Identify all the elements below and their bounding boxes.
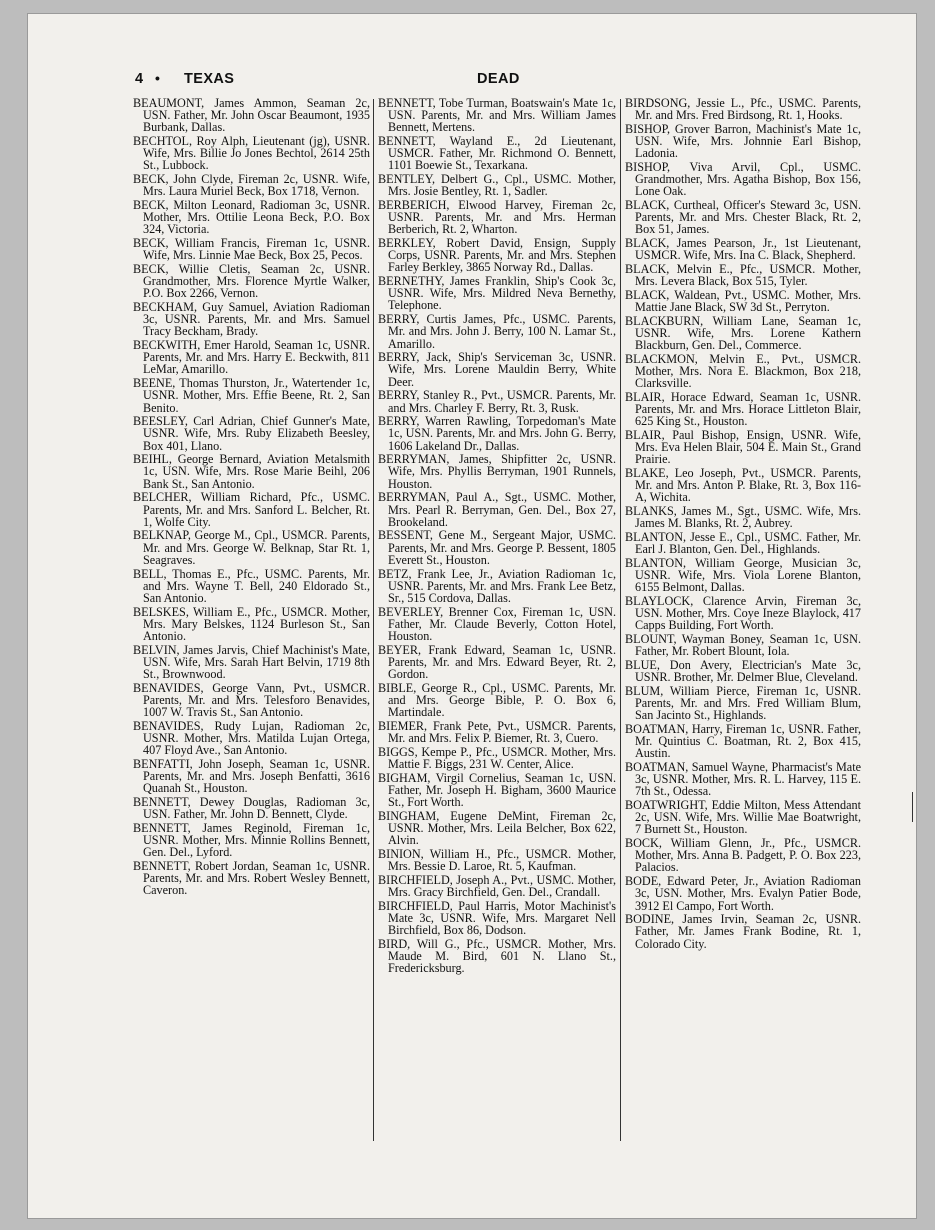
casualty-entry: BERBERICH, Elwood Harvey, Fireman 2c, USNR. Parents, Mr. and Mrs. Herman Berberich, Rt. 2, Wharton.: [378, 198, 616, 237]
casualty-entry: BENNETT, Wayland E., 2d Lieutenant, USMCR. Father, Mr. Richmond O. Bennett, 1101 Boewie St., Texarkana.: [378, 134, 616, 173]
casualty-entry: BENNETT, Dewey Douglas, Radioman 3c, USN. Father, Mr. John D. Bennett, Clyde.: [133, 794, 370, 822]
casualty-entry: BLACKBURN, William Lane, Seaman 1c, USNR. Wife, Mrs. Lorene Kathern Blackburn, Gen. Del., Commerce.: [625, 313, 861, 353]
casualty-entry: BLANKS, James M., Sgt., USMC. Wife, Mrs. James M. Blanks, Rt. 2, Aubrey.: [625, 504, 861, 531]
casualty-entry: BETZ, Frank Lee, Jr., Aviation Radioman 1c, USNR. Parents, Mr. and Mrs. Frank Lee Betz, Sr., 515 Cordova, Dallas.: [378, 566, 616, 605]
casualty-entry: BLAKE, Leo Joseph, Pvt., USMCR. Parents, Mr. and Mrs. Anton P. Blake, Rt. 3, Box 116-A, Wichita.: [625, 466, 861, 505]
margin-mark: [912, 792, 913, 822]
casualty-entry: BLACK, Melvin E., Pfc., USMCR. Mother, Mrs. Levera Black, Box 515, Tyler.: [625, 262, 861, 289]
casualty-entry: BIRDSONG, Jessie L., Pfc., USMC. Parents, Mr. and Mrs. Fred Birdsong, Rt. 1, Hooks.: [625, 96, 861, 123]
casualty-entry: BESSENT, Gene M., Sergeant Major, USMC. Parents, Mr. and Mrs. George P. Bessent, 1805 Everett St., Houston.: [378, 528, 616, 567]
casualty-entry: BERKLEY, Robert David, Ensign, Supply Corps, USNR. Parents, Mr. and Mrs. Stephen Farley Berkley, 3865 Norway Rd., Dallas.: [378, 236, 616, 275]
casualty-entry: BECK, Willie Cletis, Seaman 2c, USNR. Grandmother, Mrs. Florence Myrtle Walker, P.O. Box 2266, Vernon.: [133, 262, 370, 301]
casualty-entry: BEAUMONT, James Ammon, Seaman 2c, USN. Father, Mr. John Oscar Beaumont, 1935 Burbank, Dallas.: [133, 96, 370, 135]
casualty-entry: BERRY, Curtis James, Pfc., USMC. Parents, Mr. and Mrs. John J. Berry, 100 N. Lamar St., Amarillo.: [378, 312, 616, 351]
casualty-entry: BELSKES, William E., Pfc., USMCR. Mother, Mrs. Mary Belskes, 1124 Burleson St., San Antonio.: [133, 604, 370, 643]
casualty-entry: BEYER, Frank Edward, Seaman 1c, USNR. Parents, Mr. and Mrs. Edward Beyer, Rt. 2, Gordon.: [378, 642, 616, 681]
casualty-entry: BERRY, Jack, Ship's Serviceman 3c, USNR. Wife, Mrs. Lorene Mauldin Berry, White Deer.: [378, 350, 616, 389]
casualty-entry: BODINE, James Irvin, Seaman 2c, USNR. Father, Mr. James Frank Bodine, Rt. 1, Colorado City.: [625, 912, 861, 951]
page-number: 4: [135, 71, 144, 87]
column-divider: [373, 99, 374, 1141]
casualty-entry: BOCK, William Glenn, Jr., Pfc., USMCR. Mother, Mrs. Anna B. Padgett, P. O. Box 223, Palacios.: [625, 836, 861, 875]
casualty-entry: BLUE, Don Avery, Electrician's Mate 3c, USNR. Brother, Mr. Delmer Blue, Cleveland.: [625, 657, 861, 685]
casualty-column-1: [133, 97, 370, 898]
casualty-entry: BLACK, Waldean, Pvt., USMC. Mother, Mrs. Mattie Jane Black, SW 3d St., Perryton.: [625, 287, 861, 315]
casualty-entry: BELL, Thomas E., Pfc., USMC. Parents, Mr. and Mrs. Wayne T. Bell, 240 Eldorado St., San Antonio.: [133, 566, 370, 605]
casualty-entry: BERNETHY, James Franklin, Ship's Cook 3c, USNR. Wife, Mrs. Mildred Neva Bernethy, Telephone.: [378, 274, 616, 313]
casualty-entry: BLANTON, William George, Musician 3c, USNR. Wife, Mrs. Viola Lorene Blanton, 6155 Belmont, Dallas.: [625, 555, 861, 595]
casualty-entry: BLANTON, Jesse E., Cpl., USMC. Father, Mr. Earl J. Blanton, Gen. Del., Highlands.: [625, 530, 861, 557]
casualty-entry: BECKWITH, Emer Harold, Seaman 1c, USNR. Parents, Mr. and Mrs. Harry E. Beckwith, 811 LeMar, Amarillo.: [133, 338, 370, 377]
casualty-column-2: [378, 97, 616, 976]
casualty-entry: BISHOP, Viva Arvil, Cpl., USMC. Grandmother, Mrs. Agatha Bishop, Box 156, Lone Oak.: [625, 159, 861, 199]
casualty-entry: BIGGS, Kempe P., Pfc., USMCR. Mother, Mrs. Mattie F. Biggs, 231 W. Center, Alice.: [378, 744, 616, 771]
casualty-entry: BENAVIDES, George Vann, Pvt., USMCR. Parents, Mr. and Mrs. Telesforo Benavides, 1007 W. Travis St., San Antonio.: [133, 680, 370, 719]
casualty-entry: BECK, John Clyde, Fireman 2c, USNR. Wife, Mrs. Laura Muriel Beck, Box 1718, Vernon.: [133, 172, 370, 199]
casualty-entry: BEVERLEY, Brenner Cox, Fireman 1c, USN. Father, Mr. Claude Beverly, Cotton Hotel, Houston.: [378, 604, 616, 643]
casualty-entry: BENNETT, James Reginold, Fireman 1c, USNR. Mother, Mrs. Minnie Rollins Bennett, Gen. Del., Lyford.: [133, 820, 370, 860]
casualty-entry: BELKNAP, George M., Cpl., USMCR. Parents, Mr. and Mrs. George W. Belknap, Star Rt. 1, Seagraves.: [133, 528, 370, 567]
casualty-entry: BECK, Milton Leonard, Radioman 3c, USNR. Mother, Mrs. Ottilie Leona Beck, P.O. Box 324, Victoria.: [133, 198, 370, 237]
casualty-entry: BINGHAM, Eugene DeMint, Fireman 2c, USNR. Mother, Mrs. Leila Belcher, Box 622, Alvin.: [378, 808, 616, 847]
bullet-separator: •: [155, 70, 161, 86]
casualty-entry: BLACK, James Pearson, Jr., 1st Lieutenant, USMCR. Wife, Mrs. Ina C. Black, Shepherd.: [625, 236, 861, 263]
casualty-entry: BERRYMAN, James, Shipfitter 2c, USNR. Wife, Mrs. Phyllis Berryman, 1901 Runnels, Houston.: [378, 452, 616, 491]
casualty-entry: BLACKMON, Melvin E., Pvt., USMCR. Mother, Mrs. Nora E. Blackmon, Box 218, Clarksville.: [625, 351, 861, 391]
casualty-entry: BLUM, William Pierce, Fireman 1c, USNR. Parents, Mr. and Mrs. Fred William Blum, San Jacinto St., Highlands.: [625, 683, 861, 723]
state-name: TEXAS: [184, 71, 235, 87]
casualty-entry: BERRY, Stanley R., Pvt., USMCR. Parents, Mr. and Mrs. Charley F. Berry, Rt. 3, Rusk.: [378, 388, 616, 415]
casualty-entry: BIRCHFIELD, Joseph A., Pvt., USMC. Mother, Mrs. Gracy Birchfield, Gen. Del., Crandall.: [378, 872, 616, 899]
section-title: DEAD: [477, 71, 520, 87]
casualty-entry: BEIHL, George Bernard, Aviation Metalsmith 1c, USN. Wife, Mrs. Rose Marie Beihl, 206 Bank St., San Antonio.: [133, 452, 370, 491]
casualty-entry: BELCHER, William Richard, Pfc., USMC. Parents, Mr. and Mrs. Sanford L. Belcher, Rt. 1, Wolfe City.: [133, 490, 370, 529]
document-page: [28, 14, 916, 1218]
casualty-entry: BENFATTI, John Joseph, Seaman 1c, USNR. Parents, Mr. and Mrs. Joseph Benfatti, 3616 Quanah St., Houston.: [133, 756, 370, 796]
column-divider: [620, 99, 621, 1141]
casualty-entry: BIBLE, George R., Cpl., USMC. Parents, Mr. and Mrs. George Bible, P. O. Box 6, Martindale.: [378, 680, 616, 719]
casualty-entry: BIGHAM, Virgil Cornelius, Seaman 1c, USN. Father, Mr. Joseph H. Bigham, 3600 Maurice St., Fort Worth.: [378, 770, 616, 809]
casualty-entry: BECHTOL, Roy Alph, Lieutenant (jg), USNR. Wife, Mrs. Billie Jo Jones Bechtol, 2614 25th St., Lubbock.: [133, 134, 370, 173]
casualty-entry: BIRCHFIELD, Paul Harris, Motor Machinist's Mate 3c, USNR. Wife, Mrs. Margaret Nell Birchfield, Box 86, Dodson.: [378, 898, 616, 937]
casualty-entry: BLAIR, Paul Bishop, Ensign, USNR. Wife, Mrs. Eva Helen Blair, 504 E. Main St., Grand Prairie.: [625, 428, 861, 467]
casualty-entry: BELVIN, James Jarvis, Chief Machinist's Mate, USN. Wife, Mrs. Sarah Hart Belvin, 1719 8th St., Brownwood.: [133, 642, 370, 681]
casualty-entry: BLACK, Curtheal, Officer's Steward 3c, USN. Parents, Mr. and Mrs. Chester Black, Rt. 2, Box 51, James.: [625, 198, 861, 237]
casualty-entry: BISHOP, Grover Barron, Machinist's Mate 1c, USN. Wife, Mrs. Johnnie Earl Bishop, Ladonia.: [625, 121, 861, 161]
casualty-entry: BERRY, Warren Rawling, Torpedoman's Mate 1c, USN. Parents, Mr. and Mrs. John G. Berry, 1606 Lakeland Dr., Dallas.: [378, 414, 616, 453]
casualty-entry: BOATMAN, Samuel Wayne, Pharmacist's Mate 3c, USNR. Mother, Mrs. R. L. Harvey, 115 E. 7th St., Odessa.: [625, 760, 861, 799]
casualty-entry: BIRD, Will G., Pfc., USMCR. Mother, Mrs. Maude M. Bird, 601 N. Llano St., Fredericksburg.: [378, 936, 616, 975]
casualty-entry: BERRYMAN, Paul A., Sgt., USMC. Mother, Mrs. Pearl R. Berryman, Gen. Del., Box 27, Brookeland.: [378, 490, 616, 529]
casualty-entry: BENAVIDES, Rudy Lujan, Radioman 2c, USNR. Mother, Mrs. Matilda Lujan Ortega, 407 Floyd Ave., San Antonio.: [133, 718, 370, 758]
casualty-entry: BENNETT, Tobe Turman, Boatswain's Mate 1c, USN. Parents, Mr. and Mrs. William James Bennett, Mertens.: [378, 96, 616, 135]
page-header: [135, 71, 875, 95]
casualty-entry: BENTLEY, Delbert G., Cpl., USMC. Mother, Mrs. Josie Bentley, Rt. 1, Sadler.: [378, 172, 616, 199]
casualty-entry: BEENE, Thomas Thurston, Jr., Watertender 1c, USNR. Mother, Mrs. Effie Beene, Rt. 2, San Benito.: [133, 376, 370, 415]
casualty-entry: BECK, William Francis, Fireman 1c, USNR. Wife, Mrs. Linnie Mae Beck, Box 25, Pecos.: [133, 236, 370, 263]
casualty-entry: BOATWRIGHT, Eddie Milton, Mess Attendant 2c, USN. Wife, Mrs. Willie Mae Boatwright, 7 Burnett St., Houston.: [625, 798, 861, 837]
casualty-entry: BEESLEY, Carl Adrian, Chief Gunner's Mate, USNR. Wife, Mrs. Ruby Elizabeth Beesley, Box 401, Llano.: [133, 414, 370, 453]
casualty-entry: BLAYLOCK, Clarence Arvin, Fireman 3c, USN. Mother, Mrs. Coye Ineze Blaylock, 417 Capps Building, Fort Worth.: [625, 594, 861, 633]
casualty-entry: BLOUNT, Wayman Boney, Seaman 1c, USN. Father, Mr. Robert Blount, Iola.: [625, 632, 861, 659]
casualty-entry: BINION, William H., Pfc., USMCR. Mother, Mrs. Bessie D. Laroe, Rt. 5, Kaufman.: [378, 846, 616, 873]
casualty-entry: BODE, Edward Peter, Jr., Aviation Radioman 3c, USN. Mother, Mrs. Evalyn Patier Bode, 3912 El Campo, Fort Worth.: [625, 874, 861, 913]
casualty-entry: BIEMER, Frank Pete, Pvt., USMCR. Parents, Mr. and Mrs. Felix P. Biemer, Rt. 3, Cuero.: [378, 718, 616, 745]
casualty-entry: BLAIR, Horace Edward, Seaman 1c, USNR. Parents, Mr. and Mrs. Horace Littleton Blair, 625 King St., Houston.: [625, 389, 861, 429]
casualty-entry: BENNETT, Robert Jordan, Seaman 1c, USNR. Parents, Mr. and Mrs. Robert Wesley Bennett, Caveron.: [133, 858, 370, 898]
casualty-entry: BOATMAN, Harry, Fireman 1c, USNR. Father, Mr. Quintius C. Boatman, Rt. 2, Box 415, Austin.: [625, 721, 861, 761]
casualty-entry: BECKHAM, Guy Samuel, Aviation Radioman 3c, USNR. Parents, Mr. and Mrs. Samuel Tracy Beckham, Brady.: [133, 300, 370, 339]
casualty-column-3: [625, 97, 861, 951]
